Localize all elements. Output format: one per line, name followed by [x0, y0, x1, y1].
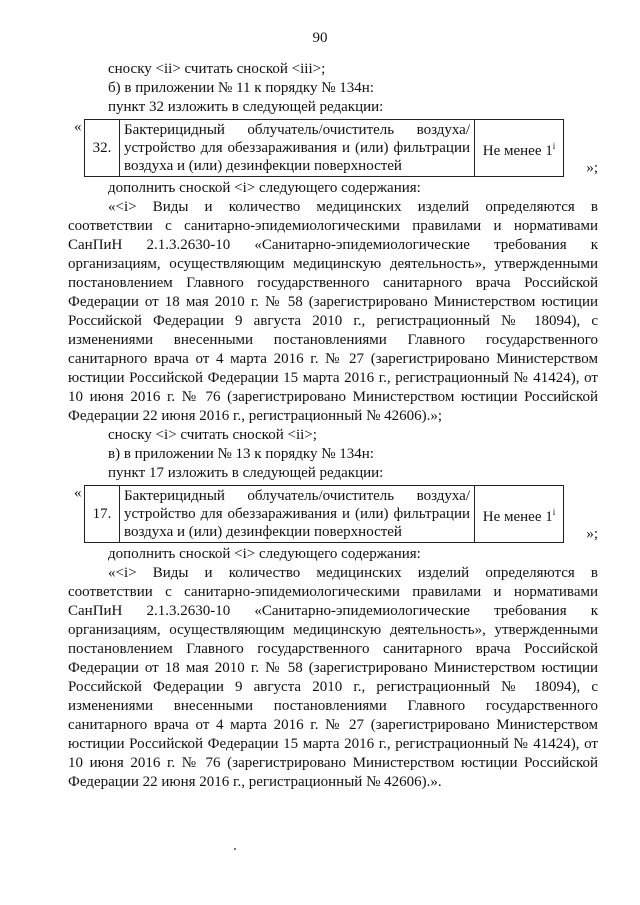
table-1-item-value: [475, 120, 564, 177]
table-2-item-value: [475, 486, 564, 543]
paragraph-footnote-text-2: «<i> Виды и количество медицинских изделий определяются в соответствии с санитарно-эпидемиологическими правилами и нормативами СанПиН 2.1.3.2630-10 «Санитарно-эпидемиологические требования к организациям, осуществляющим медицинскую деятельность», утвержденными постановлением Главного государственного санитарного врача Российской Федерации от 18 мая 2010 г. № 58 (зарегистрировано Министерством юстиции Российской Федерации 9 августа 2010 г., регистрационный № 18094), с изменениями внесенными постановлениями Главного государственного санитарного врача от 4 марта 2016 г. № 27 (зарегистрировано Министерством юстиции Российской Федерации 15 марта 2016 г., регистрационный № 41424), от 10 июня 2016 г. № 76 (зарегистрировано Министерством юстиции Российской Федерации 22 июня 2016 г., регистрационный № 42606).».: [68, 565, 598, 790]
paragraph-item-32-intro: пункт 32 изложить в следующей редакции:: [108, 99, 384, 115]
document-body: [68, 60, 598, 792]
inserted-table-1-wrapper: [68, 119, 598, 177]
paragraph-appendix-11: б) в приложении № 11 к порядку № 134н:: [108, 80, 374, 96]
table-2-value-text: Не менее 1: [482, 508, 553, 525]
inserted-table-1: [84, 119, 564, 177]
table-2-close-quote: »;: [586, 526, 598, 542]
paragraph-add-footnote-2: дополнить сноской <i> следующего содержания:: [108, 546, 421, 562]
table-row: [85, 120, 564, 177]
table-2-footnote-mark: i: [552, 506, 556, 517]
paragraph-footnote-rename-1: сноску <ii> считать сноской <iii>;: [108, 61, 326, 77]
paragraph-appendix-13: в) в приложении № 13 к порядку № 134н:: [108, 446, 374, 462]
page-number: 90: [312, 30, 328, 46]
table-2-item-description: Бактерицидный облучатель/очиститель воздуха/устройство для обеззараживания и (или) фильтрации воздуха и (или) дезинфекции поверхностей: [120, 486, 475, 543]
table-1-footnote-mark: i: [552, 140, 556, 151]
paragraph-item-17-intro: пункт 17 изложить в следующей редакции:: [108, 465, 384, 481]
table-1-item-number: 32.: [85, 120, 120, 177]
paragraph-footnote-rename-2: сноску <i> считать сноской <ii>;: [108, 427, 317, 443]
inserted-table-2: [84, 485, 564, 543]
table-2-open-quote: «: [74, 485, 82, 501]
paragraph-footnote-text-1: «<i> Виды и количество медицинских изделий определяются в соответствии с санитарно-эпидемиологическими правилами и нормативами СанПиН 2.1.3.2630-10 «Санитарно-эпидемиологические требования к организациям, осуществляющим медицинскую деятельность», утвержденными постановлением Главного государственного санитарного врача Российской Федерации от 18 мая 2010 г. № 58 (зарегистрировано Министерством юстиции Российской Федерации 9 августа 2010 г., регистрационный № 18094), с изменениями внесенными постановлениями Главного государственного санитарного врача от 4 марта 2016 г. № 27 (зарегистрировано Министерством юстиции Российской Федерации 15 марта 2016 г., регистрационный № 41424), от 10 июня 2016 г. № 76 (зарегистрировано Министерством юстиции Российской Федерации 22 июня 2016 г., регистрационный № 42606).»;: [68, 199, 598, 424]
table-1-value-text: Не менее 1: [482, 142, 553, 159]
scan-speck: [234, 848, 236, 850]
paragraph-add-footnote-1: дополнить сноской <i> следующего содержания:: [108, 180, 421, 196]
table-1-open-quote: «: [74, 119, 82, 135]
inserted-table-2-wrapper: [68, 485, 598, 543]
table-1-close-quote: »;: [586, 160, 598, 176]
table-1-item-description: Бактерицидный облучатель/очиститель воздуха/устройство для обеззараживания и (или) фильтрации воздуха и (или) дезинфекции поверхностей: [120, 120, 475, 177]
table-row: [85, 486, 564, 543]
table-2-item-number: 17.: [85, 486, 120, 543]
